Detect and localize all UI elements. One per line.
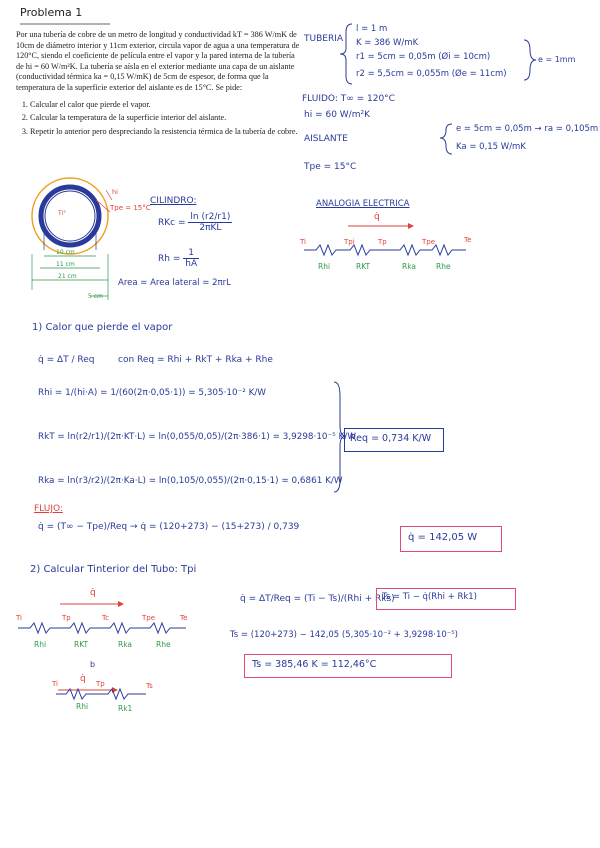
analogia-q: q̇ [374, 212, 380, 222]
statement-item: 3. Repetir lo anterior pero despreciando la resistencia térmica de la tubería de cobre. [30, 127, 303, 138]
part2-node: Tp [62, 614, 71, 622]
cilindro-heading: CILINDRO: [150, 196, 197, 206]
thickness-label: e = 1mm [538, 55, 576, 64]
tuberia-line: K = 386 W/mK [356, 38, 419, 48]
analogia-node: Tpi [344, 238, 355, 246]
part2-resistor: Rhi [34, 640, 47, 649]
statement-item: 1. Calcular el calor que pierde el vapor. [30, 100, 303, 111]
small-resistor: Rhi [76, 702, 89, 711]
rka-calc: Rka = ln(r3/r2)/(2π·Ka·L) = ln(0,105/0,055)/(2π·0,15·1) = 0,6861 K/W [38, 476, 343, 486]
q-final-eq: q̇ = (T∞ − Tpe)/Req → q̇ = (120+273) − (15+273) / 0,739 [38, 522, 300, 532]
statement-paragraph: Por una tubería de cobre de un metro de longitud y conductividad kT = 386 W/mK de 10cm de diámetro interior y 11cm exterior, circula vapor de agua a una temperatura de 120°C, siendo el coeficiente de película entre el vapor y la pared interna de la tubería de hi = 60 W/m²K. La tubería se aísla en el exterior mediante una capa de un aislante (conductividad térmica ka = 0,15 W/mK) de 5cm de espesor, de forma que la temperatura de la superficie exterior del aislante es de 15°C. Se pide: [16, 30, 300, 92]
dim-10: 10 cm [56, 249, 75, 256]
analogia-resistor: Rhi [318, 262, 331, 271]
dim-5: 5 cm [88, 293, 103, 300]
hi-line: hi = 60 W/m²K [304, 110, 370, 120]
aislante-line: Ka = 0,15 W/mK [456, 142, 526, 152]
statement-item: 2. Calcular la temperatura de la superficie interior del aislante. [30, 113, 303, 124]
analogia-node: Tp [378, 238, 387, 246]
part1-heading: 1) Calor que pierde el vapor [32, 322, 173, 333]
aislante-line: e = 5cm = 0,05m → ra = 0,105m [456, 124, 599, 134]
rkt-calc: RkT = ln(r2/r1)/(2π·KT·L) = ln(0,055/0,05)/(2π·386·1) = 3,9298·10⁻⁵ K/W [38, 432, 356, 442]
part2-node: Ti [16, 614, 23, 622]
small-node: Tp [96, 680, 105, 688]
problem-title: Problema 1 [20, 6, 83, 19]
tpe-line: Tpe = 15°C [304, 162, 357, 172]
analogia-heading: ANALOGIA ELECTRICA [316, 199, 410, 209]
part2-q-eq: q̇ = ΔT/Req = (Ti − Ts)/(Rhi + Rks) [240, 594, 395, 604]
analogia-resistor: RKT [356, 262, 371, 271]
analogia-node: Te [464, 236, 472, 244]
part2-resistor: Rhe [156, 640, 171, 649]
fluido-line: FLUIDO: T∞ = 120°C [302, 94, 395, 104]
small-node: Ti [52, 680, 59, 688]
tuberia-line: l = 1 m [356, 24, 388, 34]
rh-den: hA [185, 259, 198, 269]
tpe-diagram-label: Tpe = 15°C [110, 204, 151, 212]
ts-result: Ts = 385,46 K = 112,46°C [252, 659, 377, 670]
part2-resistor: Rka [118, 640, 133, 649]
part2-resistor: RKT [74, 640, 89, 649]
analogia-resistor: Rhe [436, 262, 451, 271]
part1-q-eq: q̇ = ΔT / Req [38, 355, 95, 365]
q-result: q̇ = 142,05 W [408, 532, 478, 543]
part2-heading: 2) Calcular Tinterior del Tubo: Tpi [30, 564, 197, 575]
rh-label: Rh = [158, 254, 181, 264]
rkc-num: ln (r2/r1) [190, 212, 231, 222]
analogia-node: Ti [300, 238, 307, 246]
ts-calc: Ts = (120+273) − 142,05 (5,305·10⁻² + 3,9298·10⁻⁵) [230, 630, 458, 640]
hi-diagram-label: hi [112, 188, 118, 196]
rkc-label: RKc = [158, 218, 186, 228]
tuberia-line: r1 = 5cm = 0,05m (Øi = 10cm) [356, 52, 491, 62]
analogia-node: Tpe [422, 238, 436, 246]
part2-small-q: q̇ [80, 674, 86, 684]
rkc-den: 2πKL [199, 223, 222, 233]
small-node: Ts [146, 682, 153, 690]
dim-21: 21 cm [58, 273, 77, 280]
rhi-calc: Rhi = 1/(hi·A) = 1/(60(2π·0,05·1)) = 5,305·10⁻² K/W [38, 388, 267, 398]
rh-num: 1 [183, 248, 199, 259]
part2-node: Tc [102, 614, 109, 622]
area-formula: Area = Area lateral = 2πrL [118, 278, 231, 288]
req-result: Req = 0,734 K/W [350, 433, 432, 444]
aislante-label: AISLANTE [304, 134, 348, 144]
part2-node: Tpe [142, 614, 156, 622]
ti-label: Ti° [58, 210, 67, 217]
flujo-heading: FLUJO: [34, 504, 63, 514]
small-resistor: Rk1 [118, 704, 133, 713]
dim-11: 11 cm [56, 261, 75, 268]
tuberia-label: TUBERIA [304, 34, 344, 44]
tuberia-line: r2 = 5,5cm = 0,055m (Øe = 11cm) [356, 69, 507, 79]
part2-node: Te [180, 614, 188, 622]
part2-q-arrow: q̇ [90, 588, 96, 598]
b-label: b [90, 660, 96, 669]
part1-req-eq: con Req = Rhi + RkT + Rka + Rhe [118, 355, 273, 365]
analogia-resistor: Rka [402, 262, 417, 271]
ts-formula: Ts = Ti − q̇(Rhi + Rk1) [382, 592, 478, 602]
